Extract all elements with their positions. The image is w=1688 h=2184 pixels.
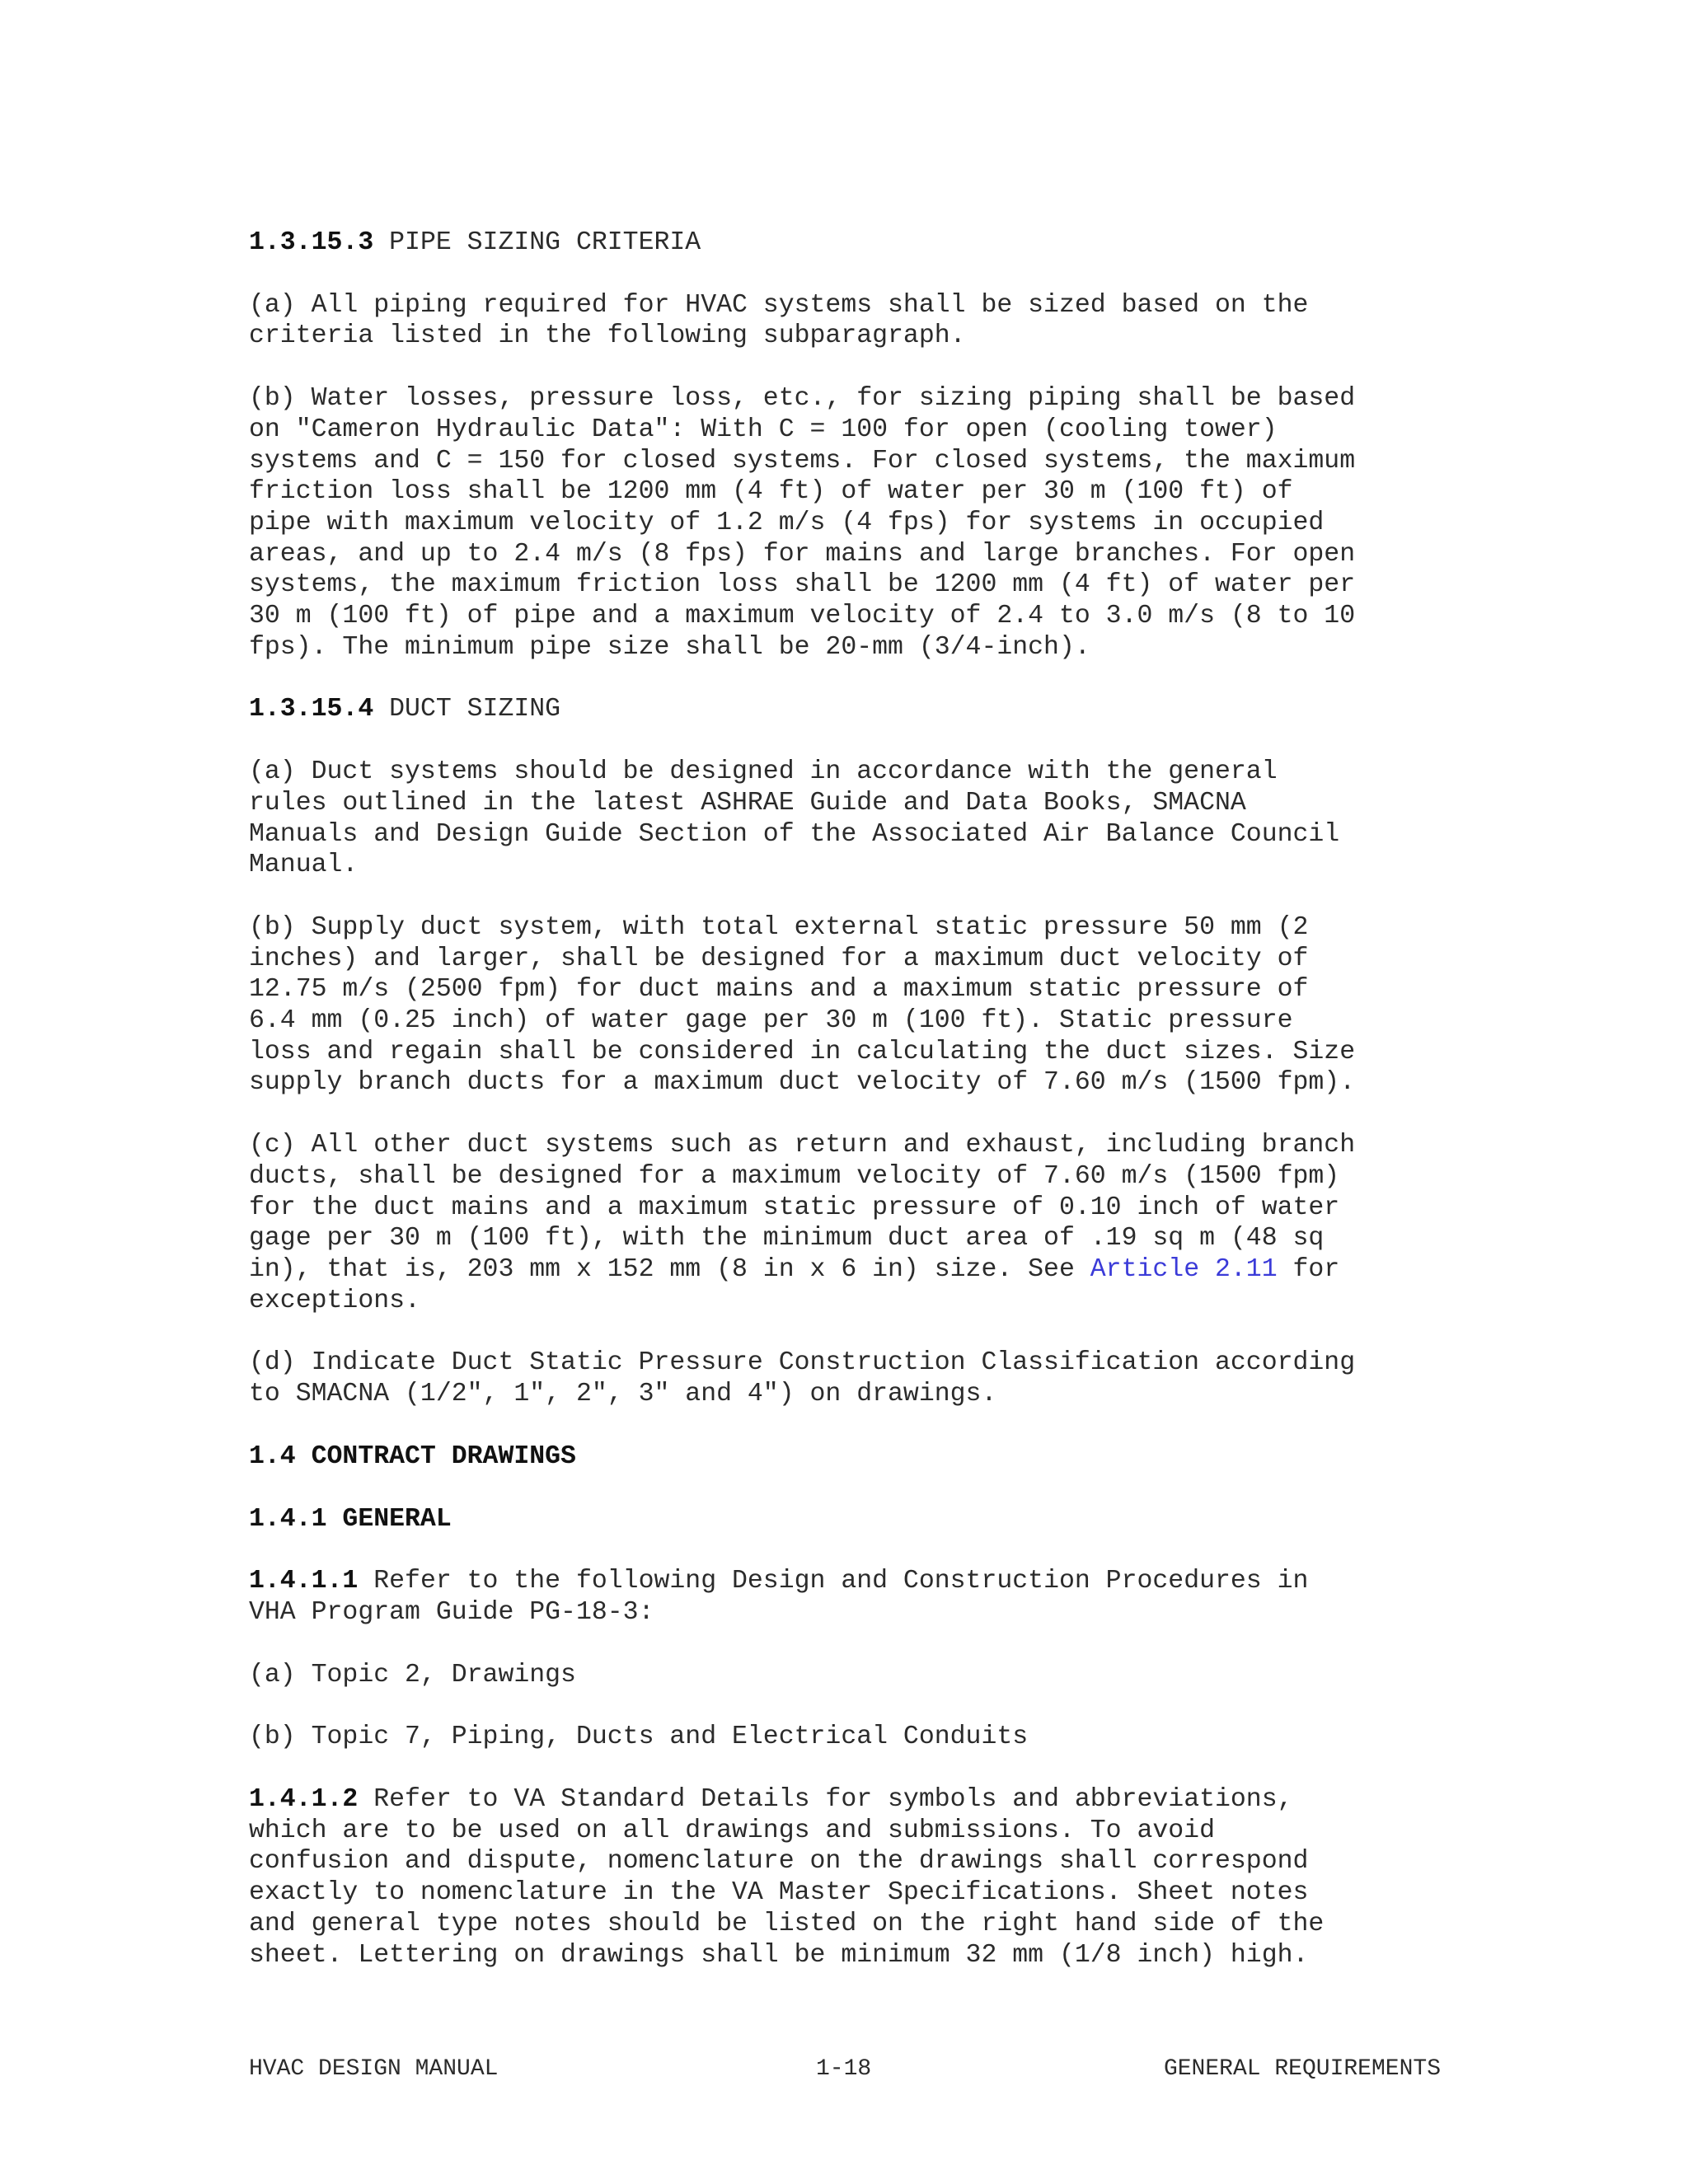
- footer-document-title: HVAC DESIGN MANUAL: [249, 2056, 499, 2082]
- list-item-topic-2: (a) Topic 2, Drawings: [249, 1660, 576, 1690]
- section-title: PIPE SIZING CRITERIA: [373, 228, 701, 257]
- footer-chapter-title: GENERAL REQUIREMENTS: [1163, 2056, 1441, 2082]
- paragraph-1-4-1-1: [249, 1566, 1452, 1628]
- paragraph-duct-b: (b) Supply duct system, with total external static pressure 50 mm (2 inches) and larger, shall be designed for a maximum duct velocity of 12.75 m/s (2500 fpm) for duct mains and a maximum static pressure of 6.4 mm (0.25 inch) of water gage per 30 m (100 ft). Static pressure loss and regain shall be considered in calculating the duct sizes. Size supply branch ducts for a maximum duct velocity of 7.60 m/s (1500 fpm).: [249, 912, 1356, 1098]
- section-number: 1.3.15.4: [249, 695, 374, 724]
- paragraph-pipe-a: (a) All piping required for HVAC systems shall be sized based on the criteria listed in the following subparagraph.: [249, 290, 1309, 351]
- section-heading-1-4-1: 1.4.1 GENERAL: [249, 1504, 452, 1534]
- section-heading-1-4: 1.4 CONTRACT DRAWINGS: [249, 1441, 576, 1471]
- page-content: [249, 227, 1452, 2002]
- paragraph-number: 1.4.1.2: [249, 1785, 359, 1815]
- paragraph-text: (c) All other duct systems such as return and exhaust, including branch ducts, shall be designed for a maximum velocity of 7.60 m/s (1500 fpm) for the duct mains and a maximum static pressure of 0.10 inch of water gage per 30 m (100 ft), with the minimum duct area of .19 sq m (48 sq in), that is, 203 mm x 152 mm (8 in x 6 in) size. See: [249, 1131, 1356, 1284]
- paragraph-text: Refer to VA Standard Details for symbols and abbreviations, which are to be used on all drawings and submissions. To avoid confusion and dispute, nomenclature on the drawings shall correspond exactly to nomenclature in the VA Master Specifications. Sheet notes and general type notes should be listed on the right hand side of the sheet. Lettering on drawings shall be minimum 32 mm (1/8 inch) high.: [249, 1785, 1325, 1970]
- paragraph-text: for exceptions.: [249, 1254, 1340, 1315]
- paragraph-duct-d: (d) Indicate Duct Static Pressure Construction Classification according to SMACNA (1/2", 1", 2", 3" and 4") on drawings.: [249, 1348, 1356, 1409]
- list-item-topic-7: (b) Topic 7, Piping, Ducts and Electrical Conduits: [249, 1722, 1029, 1752]
- section-heading-1-3-15-4: [249, 694, 1452, 725]
- footer-page-number: 1-18: [816, 2056, 872, 2082]
- paragraph-duct-a: (a) Duct systems should be designed in accordance with the general rules outlined in the latest ASHRAE Guide and Data Books, SMACNA Manuals and Design Guide Section of the Associated Air Balance Council Manual.: [249, 757, 1340, 880]
- paragraph-text: Refer to the following Design and Construction Procedures in VHA Program Guide PG-18-3:: [249, 1567, 1309, 1627]
- paragraph-pipe-b: (b) Water losses, pressure loss, etc., for sizing piping shall be based on "Cameron Hydraulic Data": With C = 100 for open (cooling tower) systems and C = 150 for closed systems. For closed systems, the maximum friction loss shall be 1200 mm (4 ft) of water per 30 m (100 ft) of pipe with maximum velocity of 1.2 m/s (4 fps) for systems in occupied areas, and up to 2.4 m/s (8 fps) for mains and large branches. For open systems, the maximum friction loss shall be 1200 mm (4 ft) of water per 30 m (100 ft) of pipe and a maximum velocity of 2.4 to 3.0 m/s (8 to 10 fps). The minimum pipe size shall be 20-mm (3/4-inch).: [249, 384, 1356, 662]
- section-number: 1.3.15.3: [249, 228, 374, 257]
- section-heading-1-3-15-3: [249, 227, 1452, 259]
- paragraph-duct-c: [249, 1130, 1452, 1316]
- paragraph-1-4-1-2: [249, 1784, 1452, 1971]
- article-2-11-link[interactable]: Article 2.11: [1090, 1254, 1278, 1284]
- paragraph-number: 1.4.1.1: [249, 1567, 359, 1596]
- section-title: DUCT SIZING: [373, 695, 561, 724]
